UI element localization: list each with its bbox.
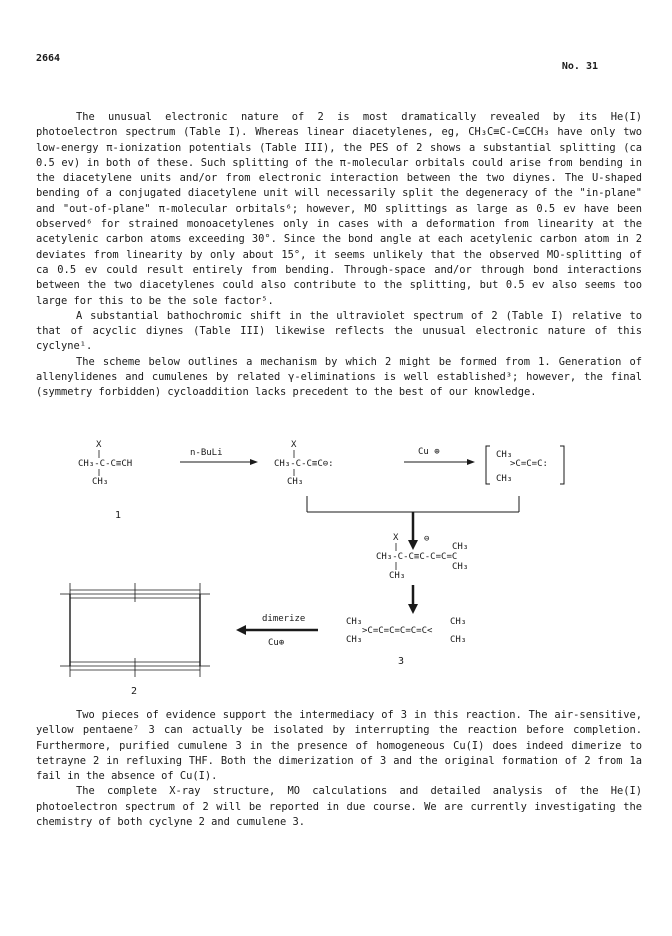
intermediate-methyl-top: CH₃ xyxy=(452,542,469,552)
dimerize-label: dimerize xyxy=(262,614,306,624)
paragraph: The complete X-ray structure, MO calculations and detailed analysis of the He(I) photoelectron spectrum of 2 will be reported in due course. We are currently investigating the chemistry of both cyclyne 2 and cumulene 3. xyxy=(36,785,642,829)
paragraph: A substantial bathochromic shift in the ultraviolet spectrum of 2 (Table I) relative to that of acyclic diynes (Table III) likewise reflects the unusual electronic nature of this cyclyne¹. xyxy=(36,309,642,353)
compound3-label: 3 xyxy=(398,656,405,667)
tetrayne-structure xyxy=(60,583,210,677)
cumulene-methyl-br: CH₃ xyxy=(450,635,467,645)
carbene-methyl-bottom: CH₃ xyxy=(496,474,513,484)
reagent-nbuli: n-BuLi xyxy=(190,448,223,458)
paragraph: Two pieces of evidence support the intermediacy of 3 in this reaction. The air-sensitive, yellow pentaene⁷ 3 can actually be isolated by interrupting the reaction before completion. Furthermore, purified cumulene 3 in the presence of homogeneous Cu(I) does indeed dimerize to tetrayne 2 in refluxing THF. Both the dimerization of 3 and the original formation of 2 from 1a fail in the absence of Cu(I). xyxy=(36,709,642,783)
anion-formula: CH₃-C-C≡C⊖: xyxy=(274,459,334,469)
cumulene-methyl-bl: CH₃ xyxy=(346,635,363,645)
carbene-core: >C=C=C: xyxy=(510,459,548,469)
compound1-methyl: CH₃ xyxy=(92,477,109,487)
intermediate-formula: CH₃-C-C≡C-C=C=C xyxy=(376,552,458,562)
compound2-label: 2 xyxy=(131,686,138,697)
paragraph: The unusual electronic nature of 2 is most dramatically revealed by its He(I) photoelectron spectrum (Table I). Whereas linear diacetylenes, eg, CH₃C≡C-C≡CCH₃ have only two low-energy π-ionization potentials (Table III), the PES of 2 shows a substantial splitting (ca 0.5 ev) in both of these. Such splitting of the π-molecular orbitals could arise from bending in the diacetylene units and/or from electronic interaction between the two diynes. The U-shaped bending of a conjugated diacetylene unit will necessarily split the degeneracy of the "in-plane" and "out-of-plane" π-molecular orbitals⁶; however, MO splittings as large as 0.5 ev have been observed⁶ for strained monoacetylenes only in cases with a deformation from linearity at the acetylenic carbon atoms exceeding 30°. Since the bond angle at each acetylenic carbon atom in 2 deviates from linearity by only about 15°, it seems unlikely that the observed MO-splitting of ca 0.5 ev could result entirely from bending. Through-space and/or through bond interactions between the two diacetylenes could also contribute to the splitting, but 0.5 ev also seems too large for this to be the sole factor⁵. xyxy=(36,111,642,307)
anion-methyl: CH₃ xyxy=(287,477,304,487)
carbene-methyl-top: CH₃ xyxy=(496,450,513,460)
reagent-cu: Cu ⊕ xyxy=(418,447,440,457)
compound1-formula: CH₃-C-C≡CH xyxy=(78,459,133,469)
intermediate-x: X xyxy=(393,533,399,543)
cu-catalyst-label: Cu⊕ xyxy=(268,638,285,648)
intermediate-methyl-bottom: CH₃ xyxy=(452,562,469,572)
cumulene-methyl-tl: CH₃ xyxy=(346,617,363,627)
compound1-x: X xyxy=(96,440,102,450)
cumulene-methyl-tr: CH₃ xyxy=(450,617,467,627)
intermediate-charge: ⊖ xyxy=(424,534,430,544)
body-text-bottom xyxy=(36,708,642,830)
issue-number: No. 31 xyxy=(561,61,598,72)
compound1-label: 1 xyxy=(115,510,122,521)
cumulene-formula: >C=C=C=C=C=C< xyxy=(362,626,433,636)
paragraph: The scheme below outlines a mechanism by which 2 might be formed from 1. Generation of allenylidenes and cumulenes by related γ-eliminations is well established³; however, the final (symmetry forbidden) cycloaddition lacks precedent to the best of our knowledge. xyxy=(36,355,642,399)
page-number: 2664 xyxy=(36,53,61,64)
anion-x: X xyxy=(291,440,297,450)
intermediate-methyl: CH₃ xyxy=(389,571,406,581)
